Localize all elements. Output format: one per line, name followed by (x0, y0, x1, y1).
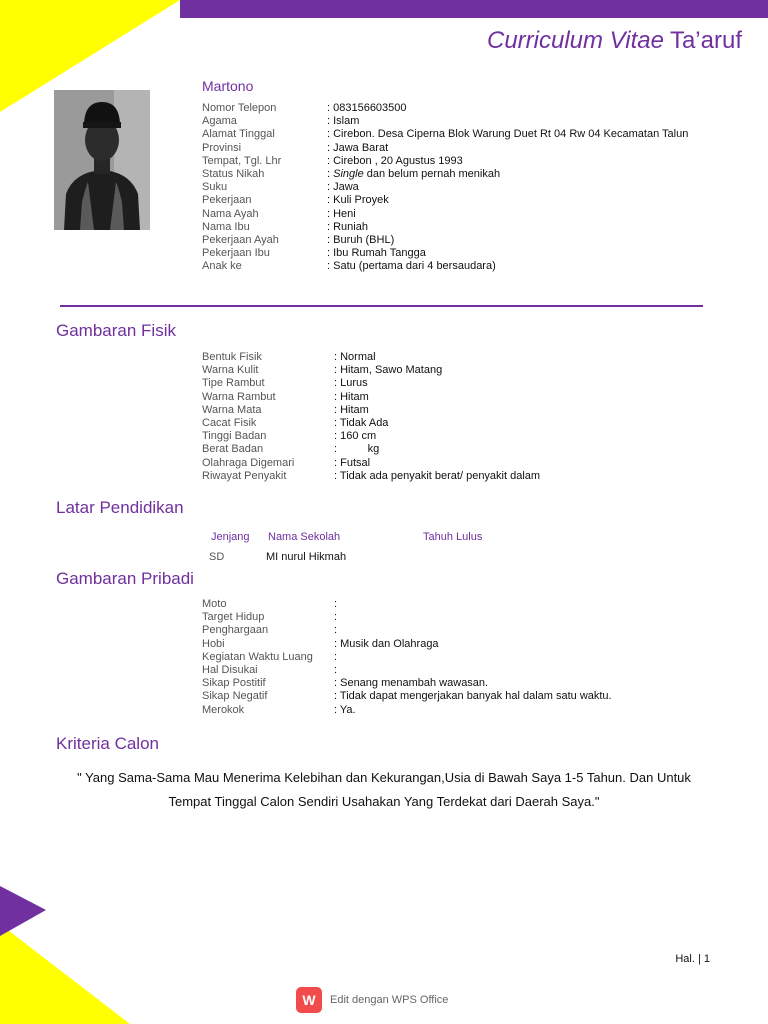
detail-row-phone: Nomor Telepon : 083156603500 (202, 102, 407, 114)
document-title (487, 27, 742, 55)
heading-gambaran-fisik: Gambaran Fisik (56, 321, 176, 340)
physical-row: Bentuk Fisik : Normal (202, 351, 376, 363)
physical-row: Tipe Rambut : Lurus (202, 377, 368, 390)
personal-details (202, 102, 688, 273)
personality-details (202, 598, 612, 717)
detail-row-religion: Agama : Islam (202, 115, 360, 128)
physical-row: Warna Mata : Hitam (202, 403, 369, 416)
section-divider (60, 305, 703, 307)
candidate-name: Martono (202, 78, 254, 94)
heading-gambaran-pribadi: Gambaran Pribadi (56, 569, 194, 588)
physical-details (202, 351, 540, 483)
physical-row: Cacat Fisik : Tidak Ada (202, 416, 389, 429)
edu-row-jenjang: SD (209, 551, 225, 563)
wps-edit-link[interactable] (296, 987, 448, 1013)
detail-row-father: Nama Ayah : Heni (202, 207, 356, 220)
edu-row-sekolah: MI nurul Hikmah (266, 551, 347, 563)
detail-row-province: Provinsi : Jawa Barat (202, 141, 389, 154)
page-number: Hal. | 1 (675, 953, 710, 965)
physical-row: Tinggi Badan : 160 cm (202, 430, 377, 443)
personality-row: Sikap Postitif : Senang menambah wawasan. (202, 677, 489, 690)
criteria-line-1: " Yang Sama-Sama Mau Menerima Kelebihan dan Kekurangan,Usia di Bawah Saya 1-5 Tahun. Dan Untuk (77, 770, 691, 785)
detail-row-address: Alamat Tinggal : Cirebon. Desa Ciperna Blok Warung Duet Rt 04 Rw 04 Kecamatan Talun (202, 128, 689, 141)
detail-row-mother: Nama Ibu : Runiah (202, 220, 368, 233)
heading-latar-pendidikan: Latar Pendidikan (56, 498, 184, 517)
detail-row-marital: Status Nikah : Single dan belum pernah menikah (202, 167, 501, 180)
detail-row-job: Pekerjaan : Kuli Proyek (202, 194, 389, 207)
bottom-left-decoration (0, 880, 140, 1024)
heading-kriteria-calon: Kriteria Calon (56, 734, 159, 753)
personality-row: Target Hidup : (202, 611, 338, 624)
detail-row-father-job: Pekerjaan Ayah : Buruh (BHL) (202, 233, 395, 246)
wps-logo-icon: W (296, 987, 322, 1013)
title-italic-part: Curriculum Vitae (487, 27, 664, 54)
personality-row: Moto : (202, 598, 338, 610)
detail-row-mother-job: Pekerjaan Ibu : Ibu Rumah Tangga (202, 247, 426, 260)
edu-col-sekolah: Nama Sekolah (268, 531, 341, 543)
personality-row: Sikap Negatif : Tidak dapat mengerjakan banyak hal dalam satu waktu. (202, 690, 612, 703)
wps-edit-label: Edit dengan WPS Office (330, 994, 449, 1006)
physical-row: Olahraga Digemari : Futsal (202, 456, 371, 469)
detail-row-birth: Tempat, Tgl. Lhr : Cirebon , 20 Agustus 1993 (202, 154, 463, 167)
detail-row-child-order: Anak ke : Satu (pertama dari 4 bersaudara) (202, 260, 496, 273)
personality-row: Penghargaan : (202, 624, 338, 637)
physical-row: Warna Rambut : Hitam (202, 390, 369, 403)
edu-col-lulus: Tahuh Lulus (423, 531, 483, 543)
title-normal-part: Ta’aruf (669, 27, 742, 54)
personality-row: Merokok : Ya. (202, 703, 356, 716)
top-accent-bar (180, 0, 768, 18)
detail-row-ethnicity: Suku : Jawa (202, 181, 359, 194)
physical-row: Berat Badan : kg (202, 443, 380, 456)
physical-row: Warna Kulit : Hitam, Sawo Matang (202, 364, 443, 377)
personality-row: Hal Disukai : (202, 663, 338, 676)
personality-row: Hobi : Musik dan Olahraga (202, 637, 439, 650)
criteria-quote (40, 766, 728, 814)
profile-photo (54, 90, 150, 230)
criteria-line-2: Tempat Tinggal Calon Sendiri Usahakan Yang Terdekat dari Daerah Saya." (168, 794, 600, 809)
personality-row: Kegiatan Waktu Luang : (202, 650, 338, 663)
physical-row: Riwayat Penyakit : Tidak ada penyakit berat/ penyakit dalam (202, 469, 541, 482)
edu-col-jenjang: Jenjang (211, 531, 250, 543)
